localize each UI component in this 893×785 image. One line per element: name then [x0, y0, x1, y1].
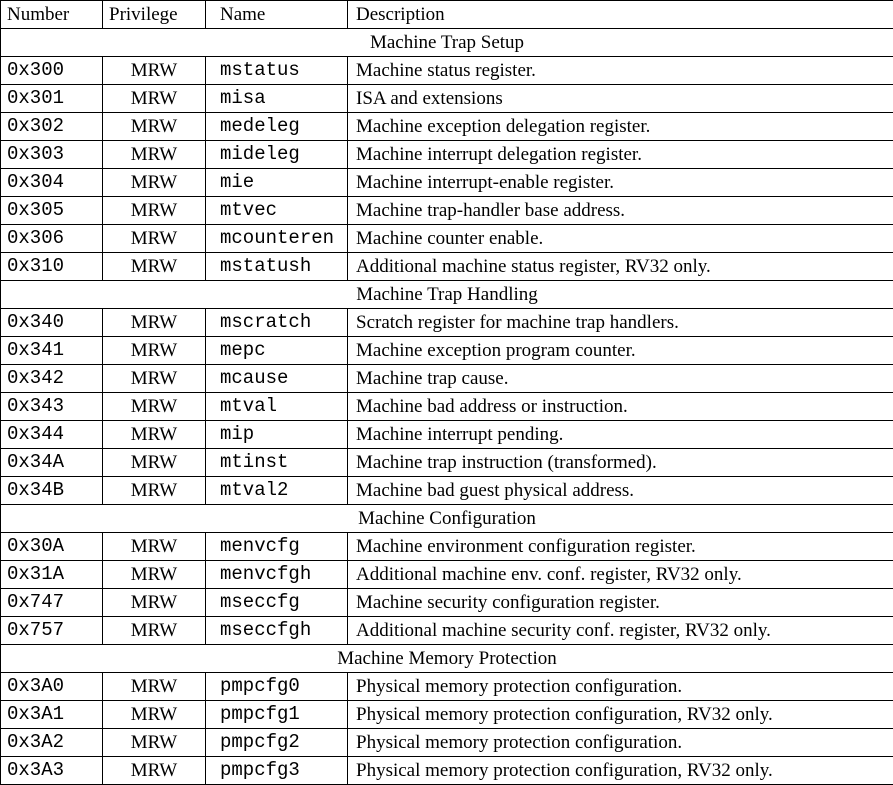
- table-row: [1, 253, 893, 281]
- csr-number: 0x302: [1, 113, 103, 141]
- csr-description: ISA and extensions: [348, 85, 893, 113]
- csr-name: misa: [206, 85, 348, 113]
- table-row: [1, 197, 893, 225]
- csr-name: mtinst: [206, 449, 348, 477]
- csr-description: Machine counter enable.: [348, 225, 893, 253]
- csr-privilege: MRW: [103, 141, 206, 169]
- csr-privilege: MRW: [103, 421, 206, 449]
- csr-name: pmpcfg1: [206, 701, 348, 729]
- table-row: [1, 141, 893, 169]
- csr-number: 0x342: [1, 365, 103, 393]
- csr-description: Physical memory protection configuration.: [348, 673, 893, 701]
- csr-privilege: MRW: [103, 253, 206, 281]
- table-row: [1, 701, 893, 729]
- csr-privilege: MRW: [103, 113, 206, 141]
- csr-number: 0x304: [1, 169, 103, 197]
- csr-description: Additional machine status register, RV32 only.: [348, 253, 893, 281]
- table-row: [1, 225, 893, 253]
- table-section-header: [1, 281, 893, 309]
- table-row: [1, 169, 893, 197]
- table-row: [1, 673, 893, 701]
- table-row: [1, 113, 893, 141]
- csr-privilege: MRW: [103, 561, 206, 589]
- csr-name: pmpcfg2: [206, 729, 348, 757]
- csr-number: 0x3A1: [1, 701, 103, 729]
- csr-description: Machine exception program counter.: [348, 337, 893, 365]
- csr-description: Machine interrupt pending.: [348, 421, 893, 449]
- table-row: [1, 533, 893, 561]
- table-row: [1, 561, 893, 589]
- table-row: [1, 309, 893, 337]
- csr-privilege: MRW: [103, 533, 206, 561]
- section-title: Machine Memory Protection: [1, 645, 893, 673]
- csr-name: mtval: [206, 393, 348, 421]
- csr-description: Machine exception delegation register.: [348, 113, 893, 141]
- table-row: [1, 57, 893, 85]
- csr-privilege: MRW: [103, 197, 206, 225]
- csr-number: 0x306: [1, 225, 103, 253]
- csr-description: Machine interrupt delegation register.: [348, 141, 893, 169]
- table-header-row: [1, 1, 893, 29]
- csr-description: Machine security configuration register.: [348, 589, 893, 617]
- csr-description: Additional machine env. conf. register, RV32 only.: [348, 561, 893, 589]
- csr-privilege: MRW: [103, 617, 206, 645]
- table-row: [1, 729, 893, 757]
- table-row: [1, 449, 893, 477]
- csr-name: pmpcfg3: [206, 757, 348, 785]
- csr-name: menvcfgh: [206, 561, 348, 589]
- csr-number: 0x340: [1, 309, 103, 337]
- csr-number: 0x303: [1, 141, 103, 169]
- csr-privilege: MRW: [103, 757, 206, 785]
- csr-privilege: MRW: [103, 701, 206, 729]
- csr-number: 0x30A: [1, 533, 103, 561]
- csr-number: 0x34A: [1, 449, 103, 477]
- csr-name: mstatush: [206, 253, 348, 281]
- column-header-description: Description: [348, 1, 893, 29]
- csr-privilege: MRW: [103, 589, 206, 617]
- csr-privilege: MRW: [103, 225, 206, 253]
- csr-number: 0x31A: [1, 561, 103, 589]
- csr-description: Machine trap cause.: [348, 365, 893, 393]
- csr-name: mseccfg: [206, 589, 348, 617]
- csr-name: menvcfg: [206, 533, 348, 561]
- table-row: [1, 617, 893, 645]
- table-row: [1, 337, 893, 365]
- csr-number: 0x300: [1, 57, 103, 85]
- csr-description: Physical memory protection configuration, RV32 only.: [348, 701, 893, 729]
- csr-name: mtval2: [206, 477, 348, 505]
- csr-number: 0x341: [1, 337, 103, 365]
- csr-description: Machine status register.: [348, 57, 893, 85]
- csr-description: Machine bad guest physical address.: [348, 477, 893, 505]
- section-title: Machine Trap Setup: [1, 29, 893, 57]
- table-section-header: [1, 29, 893, 57]
- csr-number: 0x3A2: [1, 729, 103, 757]
- table-row: [1, 421, 893, 449]
- csr-name: mie: [206, 169, 348, 197]
- csr-name: mstatus: [206, 57, 348, 85]
- csr-name: mtvec: [206, 197, 348, 225]
- csr-number: 0x305: [1, 197, 103, 225]
- table-section-header: [1, 505, 893, 533]
- csr-privilege: MRW: [103, 309, 206, 337]
- table-row: [1, 85, 893, 113]
- csr-description: Machine trap instruction (transformed).: [348, 449, 893, 477]
- csr-number: 0x747: [1, 589, 103, 617]
- csr-name: mcause: [206, 365, 348, 393]
- table-row: [1, 365, 893, 393]
- csr-number: 0x3A0: [1, 673, 103, 701]
- csr-name: medeleg: [206, 113, 348, 141]
- csr-description: Physical memory protection configuration.: [348, 729, 893, 757]
- table-row: [1, 477, 893, 505]
- csr-description: Machine interrupt-enable register.: [348, 169, 893, 197]
- csr-name: mseccfgh: [206, 617, 348, 645]
- csr-description: Additional machine security conf. register, RV32 only.: [348, 617, 893, 645]
- table-row: [1, 589, 893, 617]
- csr-description: Physical memory protection configuration, RV32 only.: [348, 757, 893, 785]
- csr-name: mideleg: [206, 141, 348, 169]
- table-row: [1, 757, 893, 785]
- column-header-privilege: Privilege: [103, 1, 206, 29]
- csr-description: Scratch register for machine trap handlers.: [348, 309, 893, 337]
- csr-name: mip: [206, 421, 348, 449]
- csr-number: 0x757: [1, 617, 103, 645]
- csr-description: Machine bad address or instruction.: [348, 393, 893, 421]
- csr-number: 0x3A3: [1, 757, 103, 785]
- csr-name: mscratch: [206, 309, 348, 337]
- csr-privilege: MRW: [103, 365, 206, 393]
- csr-privilege: MRW: [103, 393, 206, 421]
- csr-name: pmpcfg0: [206, 673, 348, 701]
- column-header-number: Number: [1, 1, 103, 29]
- csr-privilege: MRW: [103, 477, 206, 505]
- csr-number: 0x310: [1, 253, 103, 281]
- csr-number: 0x343: [1, 393, 103, 421]
- csr-privilege: MRW: [103, 337, 206, 365]
- table-row: [1, 393, 893, 421]
- table-section-header: [1, 645, 893, 673]
- column-header-name: Name: [206, 1, 348, 29]
- csr-privilege: MRW: [103, 85, 206, 113]
- csr-privilege: MRW: [103, 57, 206, 85]
- csr-privilege: MRW: [103, 729, 206, 757]
- section-title: Machine Configuration: [1, 505, 893, 533]
- csr-description: Machine environment configuration register.: [348, 533, 893, 561]
- csr-number: 0x301: [1, 85, 103, 113]
- csr-description: Machine trap-handler base address.: [348, 197, 893, 225]
- section-title: Machine Trap Handling: [1, 281, 893, 309]
- csr-name: mcounteren: [206, 225, 348, 253]
- csr-number: 0x34B: [1, 477, 103, 505]
- csr-privilege: MRW: [103, 673, 206, 701]
- csr-privilege: MRW: [103, 449, 206, 477]
- csr-name: mepc: [206, 337, 348, 365]
- csr-number: 0x344: [1, 421, 103, 449]
- csr-privilege: MRW: [103, 169, 206, 197]
